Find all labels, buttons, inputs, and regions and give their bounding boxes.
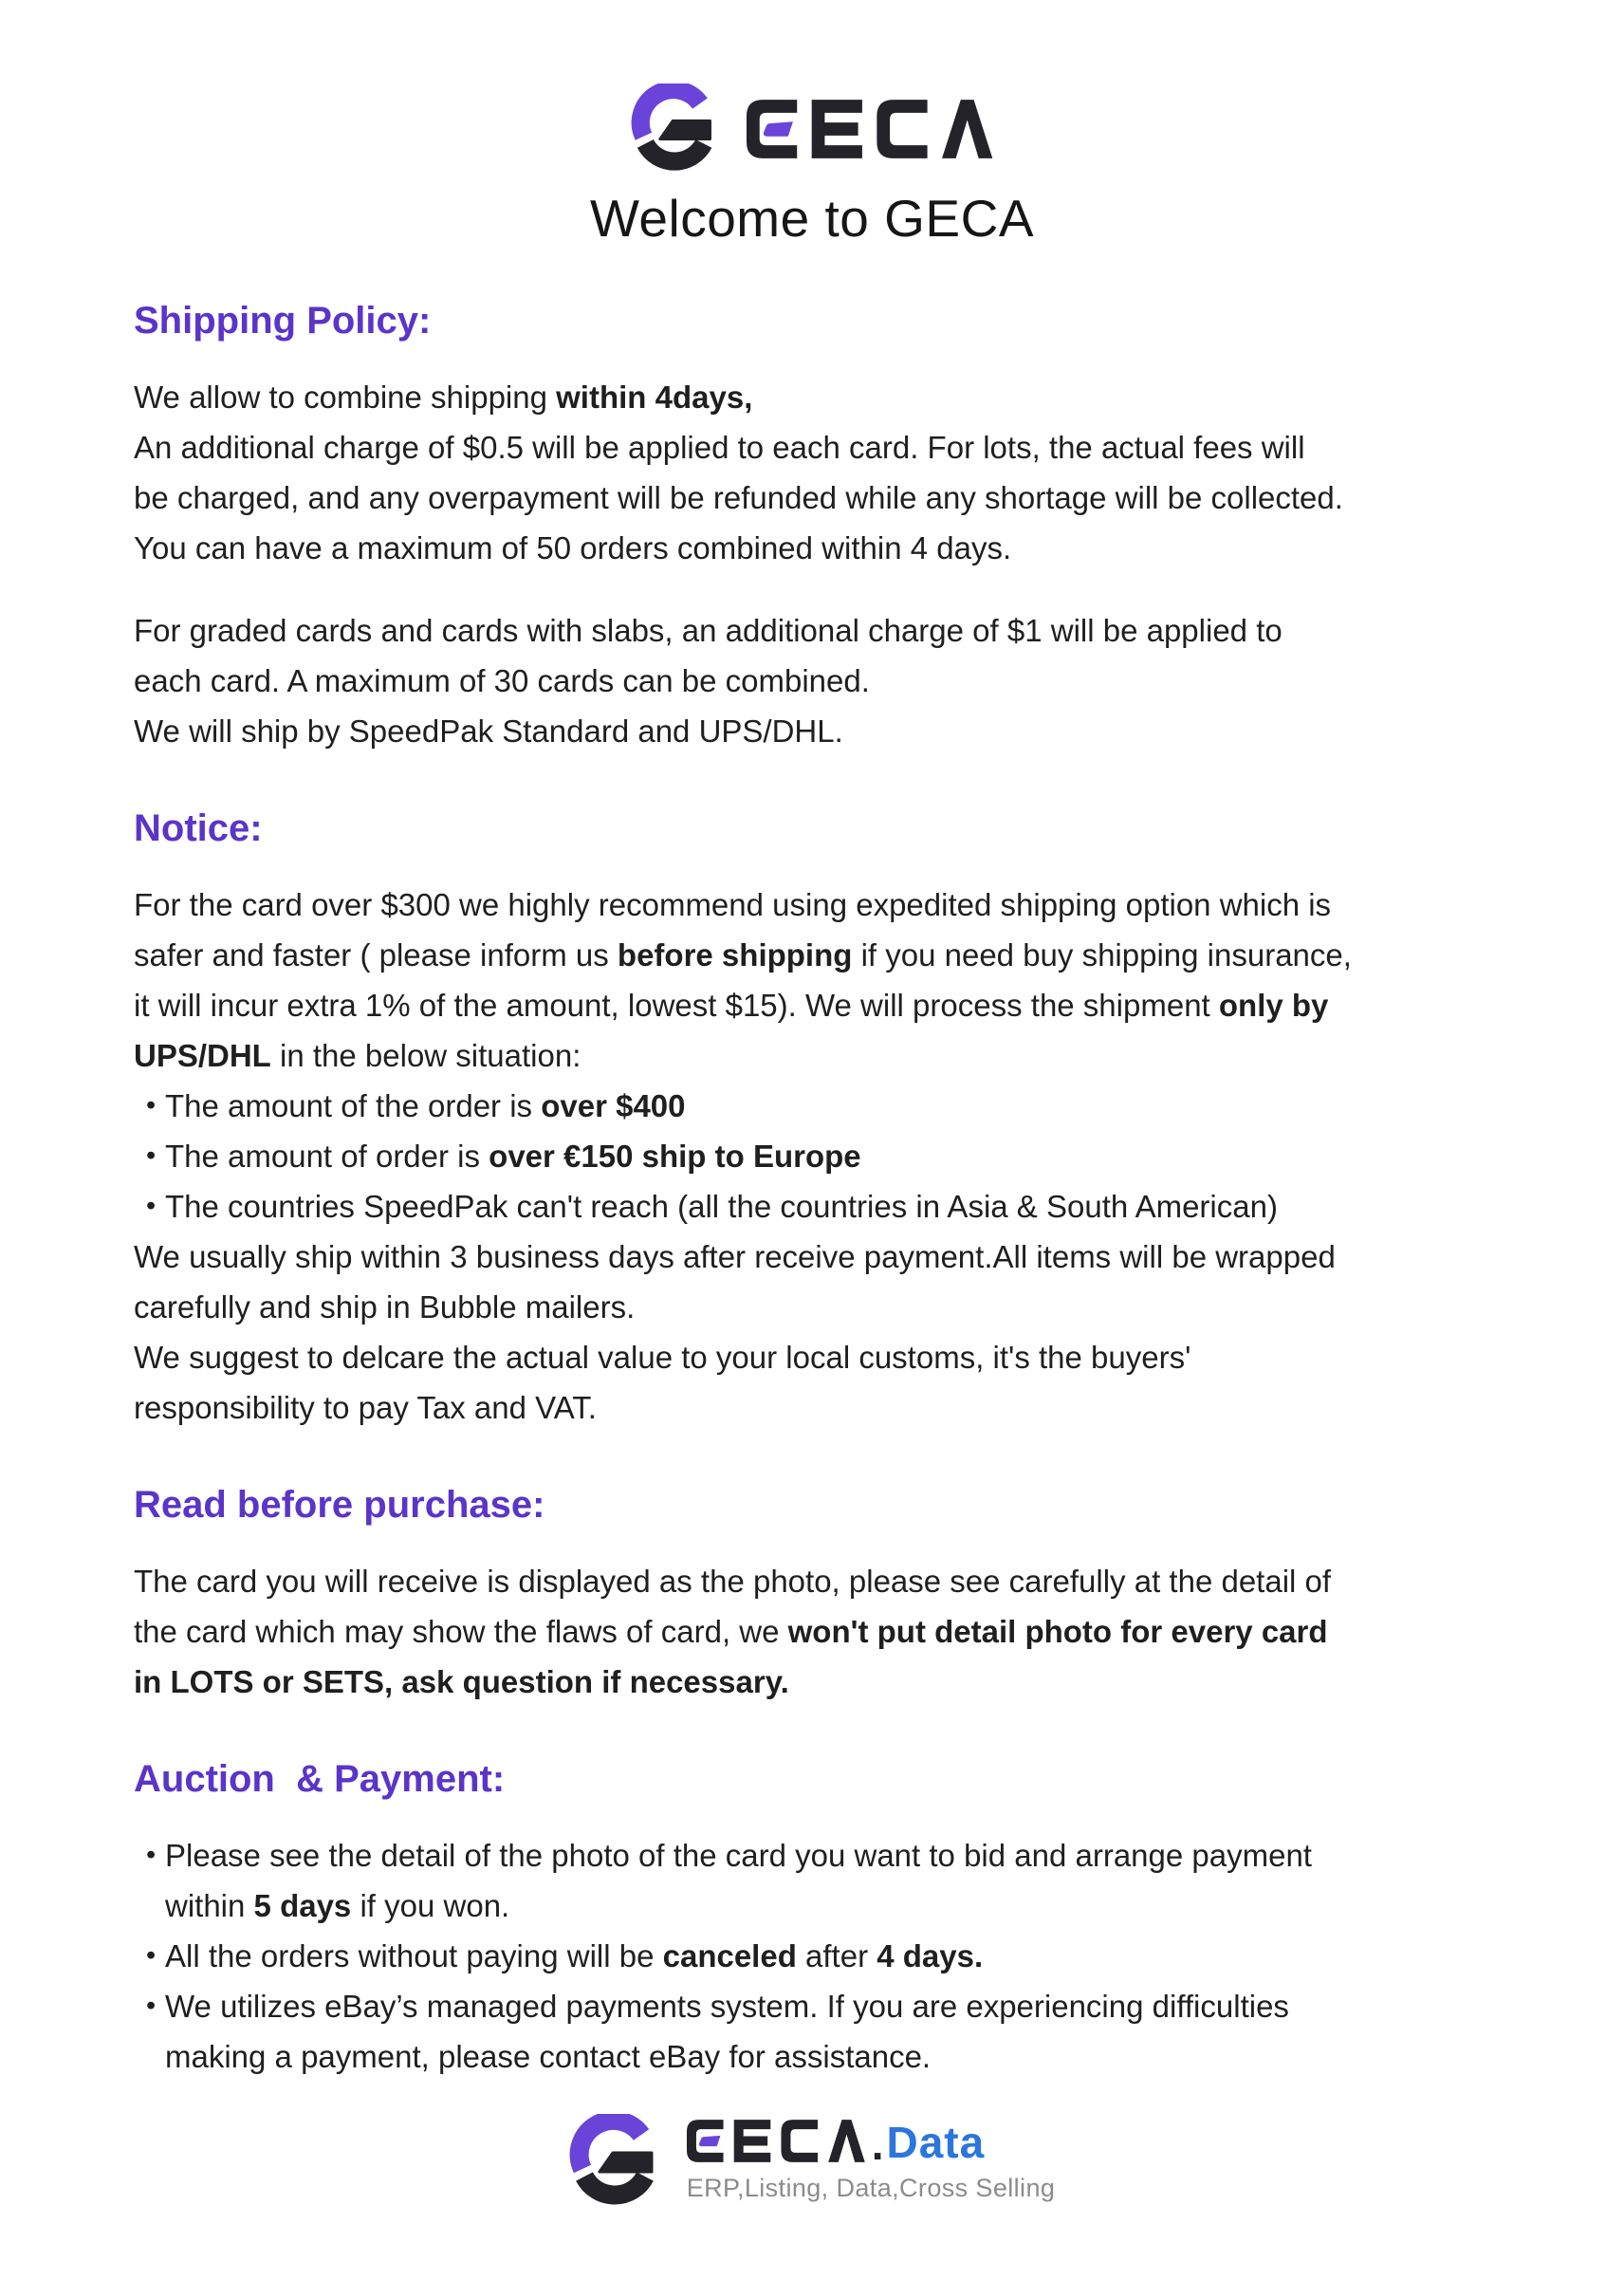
bullet-text <box>165 1981 1289 2082</box>
text: each card. A maximum of 30 cards can be combined. <box>134 663 870 698</box>
bold-text: canceled <box>662 1938 797 1973</box>
bullet-icon: • <box>146 1090 157 1121</box>
text-line <box>134 1232 1490 1282</box>
bold-text: only by <box>1218 988 1329 1023</box>
bullet-item <box>134 1181 1490 1232</box>
geca-logo-wordmark <box>747 100 994 158</box>
bullet-text <box>165 1181 1278 1232</box>
bullet-item <box>134 1131 1490 1181</box>
bullet-item <box>134 1081 1490 1131</box>
text: responsibility to pay Tax and VAT. <box>134 1390 597 1425</box>
text: You can have a maximum of 50 orders combined within 4 days. <box>134 530 1012 565</box>
bold-text: 5 days <box>253 1888 352 1923</box>
text: All the orders without paying will be <box>165 1938 663 1973</box>
section-heading: Auction & Payment: <box>134 1758 506 1800</box>
bold-text: 4 days. <box>877 1938 984 1973</box>
text-line <box>134 1556 1490 1606</box>
text-line <box>165 1131 861 1181</box>
text-line <box>165 1830 1312 1881</box>
bullet-icon: • <box>146 1191 157 1221</box>
text: carefully and ship in Bubble mailers. <box>134 1289 636 1325</box>
text-line <box>165 1081 686 1131</box>
text: For the card over $300 we highly recommend using expedited shipping option which is <box>134 887 1332 922</box>
text: in the below situation: <box>270 1038 581 1073</box>
text: We usually ship within 3 business days after receive payment.All items will be wrapped <box>134 1239 1336 1274</box>
text-line <box>134 1382 1490 1433</box>
page-footer <box>0 2114 1624 2209</box>
text: Please see the detail of the photo of the card you want to bid and arrange payment <box>165 1838 1312 1873</box>
text-line <box>134 880 1490 930</box>
text: For graded cards and cards with slabs, an additional charge of $1 will be applied to <box>134 613 1283 648</box>
text-line <box>134 1030 1490 1081</box>
welcome-title: Welcome to GECA <box>589 189 1035 248</box>
geca-logo-icon <box>631 83 722 175</box>
text-line <box>134 422 1490 472</box>
text-line <box>165 2031 1289 2082</box>
text-line <box>134 706 1490 756</box>
bullet-icon: • <box>146 1840 157 1870</box>
paragraph <box>134 605 1490 756</box>
bold-text: in LOTS or SETS, ask question if necessary. <box>134 1664 789 1699</box>
text-line <box>134 472 1490 523</box>
policy-content <box>0 300 1624 2082</box>
text-line <box>165 1981 1289 2031</box>
text-line <box>134 605 1490 656</box>
paragraph <box>134 372 1490 573</box>
text-line <box>134 523 1490 573</box>
paragraph <box>134 1556 1490 1707</box>
sections <box>134 300 1490 2082</box>
text: We suggest to delcare the actual value to your local customs, it's the buyers' <box>134 1340 1191 1375</box>
text: The amount of the order is <box>165 1088 542 1123</box>
text-line <box>165 1181 1278 1232</box>
bullet-item <box>134 1931 1490 1981</box>
text-line <box>134 1332 1490 1382</box>
text: if you need buy shipping insurance, <box>852 937 1352 973</box>
text-line <box>134 1282 1490 1332</box>
footer-brand-suffix: Data <box>886 2117 986 2167</box>
text: the card which may show the flaws of card, we <box>134 1614 788 1649</box>
section-heading: Notice: <box>134 807 263 849</box>
bullet-item <box>134 1981 1490 2082</box>
text: The amount of order is <box>165 1139 489 1174</box>
bullet-icon: • <box>146 1991 157 2021</box>
text-line <box>165 1881 1312 1931</box>
bullet-icon: • <box>146 1940 157 1971</box>
bold-text: over $400 <box>541 1088 686 1123</box>
bold-text: UPS/DHL <box>134 1038 271 1073</box>
bold-text: within 4days, <box>556 380 753 415</box>
footer-brand-line <box>687 2117 986 2170</box>
bold-text: won't put detail photo for every card <box>787 1614 1328 1649</box>
bullet-item <box>134 1830 1490 1931</box>
bullet-list <box>134 1830 1490 2082</box>
text: if you won. <box>351 1888 510 1923</box>
paragraph-spacer <box>134 573 1490 605</box>
paragraph <box>134 880 1490 1081</box>
text-line <box>165 1931 983 1981</box>
footer-brand-text <box>686 2117 1056 2203</box>
section-heading: Read before purchase: <box>134 1484 545 1526</box>
paragraph <box>134 1232 1490 1433</box>
text: after <box>796 1938 877 1973</box>
text: within <box>165 1888 254 1923</box>
bullet-text <box>165 1830 1312 1931</box>
bullet-icon: • <box>146 1140 157 1171</box>
text-line <box>134 1606 1490 1657</box>
text: safer and faster ( please inform us <box>134 937 618 973</box>
bold-text: before shipping <box>617 937 853 973</box>
bullet-text <box>165 1931 983 1981</box>
geca-data-logo-icon <box>569 2114 664 2209</box>
footer-brand <box>0 2114 1624 2209</box>
text-line <box>134 372 1490 422</box>
text-line <box>134 930 1490 980</box>
brand-logo <box>0 0 1624 175</box>
text: be charged, and any overpayment will be refunded while any shortage will be collected. <box>134 480 1343 515</box>
text: We will ship by SpeedPak Standard and UPS/DHL. <box>134 713 843 749</box>
text-line <box>134 656 1490 706</box>
footer-tagline: ERP,Listing, Data,Cross Selling <box>686 2174 1056 2202</box>
bullet-text <box>165 1081 686 1131</box>
text: it will incur extra 1% of the amount, lowest $15). We will process the shipment <box>134 988 1219 1023</box>
text: The card you will receive is displayed as the photo, please see carefully at the detail of <box>134 1564 1332 1599</box>
text: making a payment, please contact eBay for assistance. <box>165 2039 932 2074</box>
text-line <box>134 1657 1490 1707</box>
text: An additional charge of $0.5 will be applied to each card. For lots, the actual fees will <box>134 430 1305 465</box>
geca-data-logo-wordmark <box>687 2120 866 2162</box>
text: The countries SpeedPak can't reach (all the countries in Asia & South American) <box>165 1189 1278 1224</box>
text: We utilizes eBay’s managed payments system. If you are experiencing difficulties <box>165 1989 1289 2024</box>
text-line <box>134 980 1490 1030</box>
bullet-text <box>165 1131 861 1181</box>
section-heading: Shipping Policy: <box>134 300 432 342</box>
bold-text: over €150 ship to Europe <box>489 1139 861 1174</box>
page-header <box>0 0 1624 249</box>
bullet-list <box>134 1081 1490 1232</box>
text: We allow to combine shipping <box>134 380 557 415</box>
footer-brand-dot: . <box>871 2120 884 2170</box>
